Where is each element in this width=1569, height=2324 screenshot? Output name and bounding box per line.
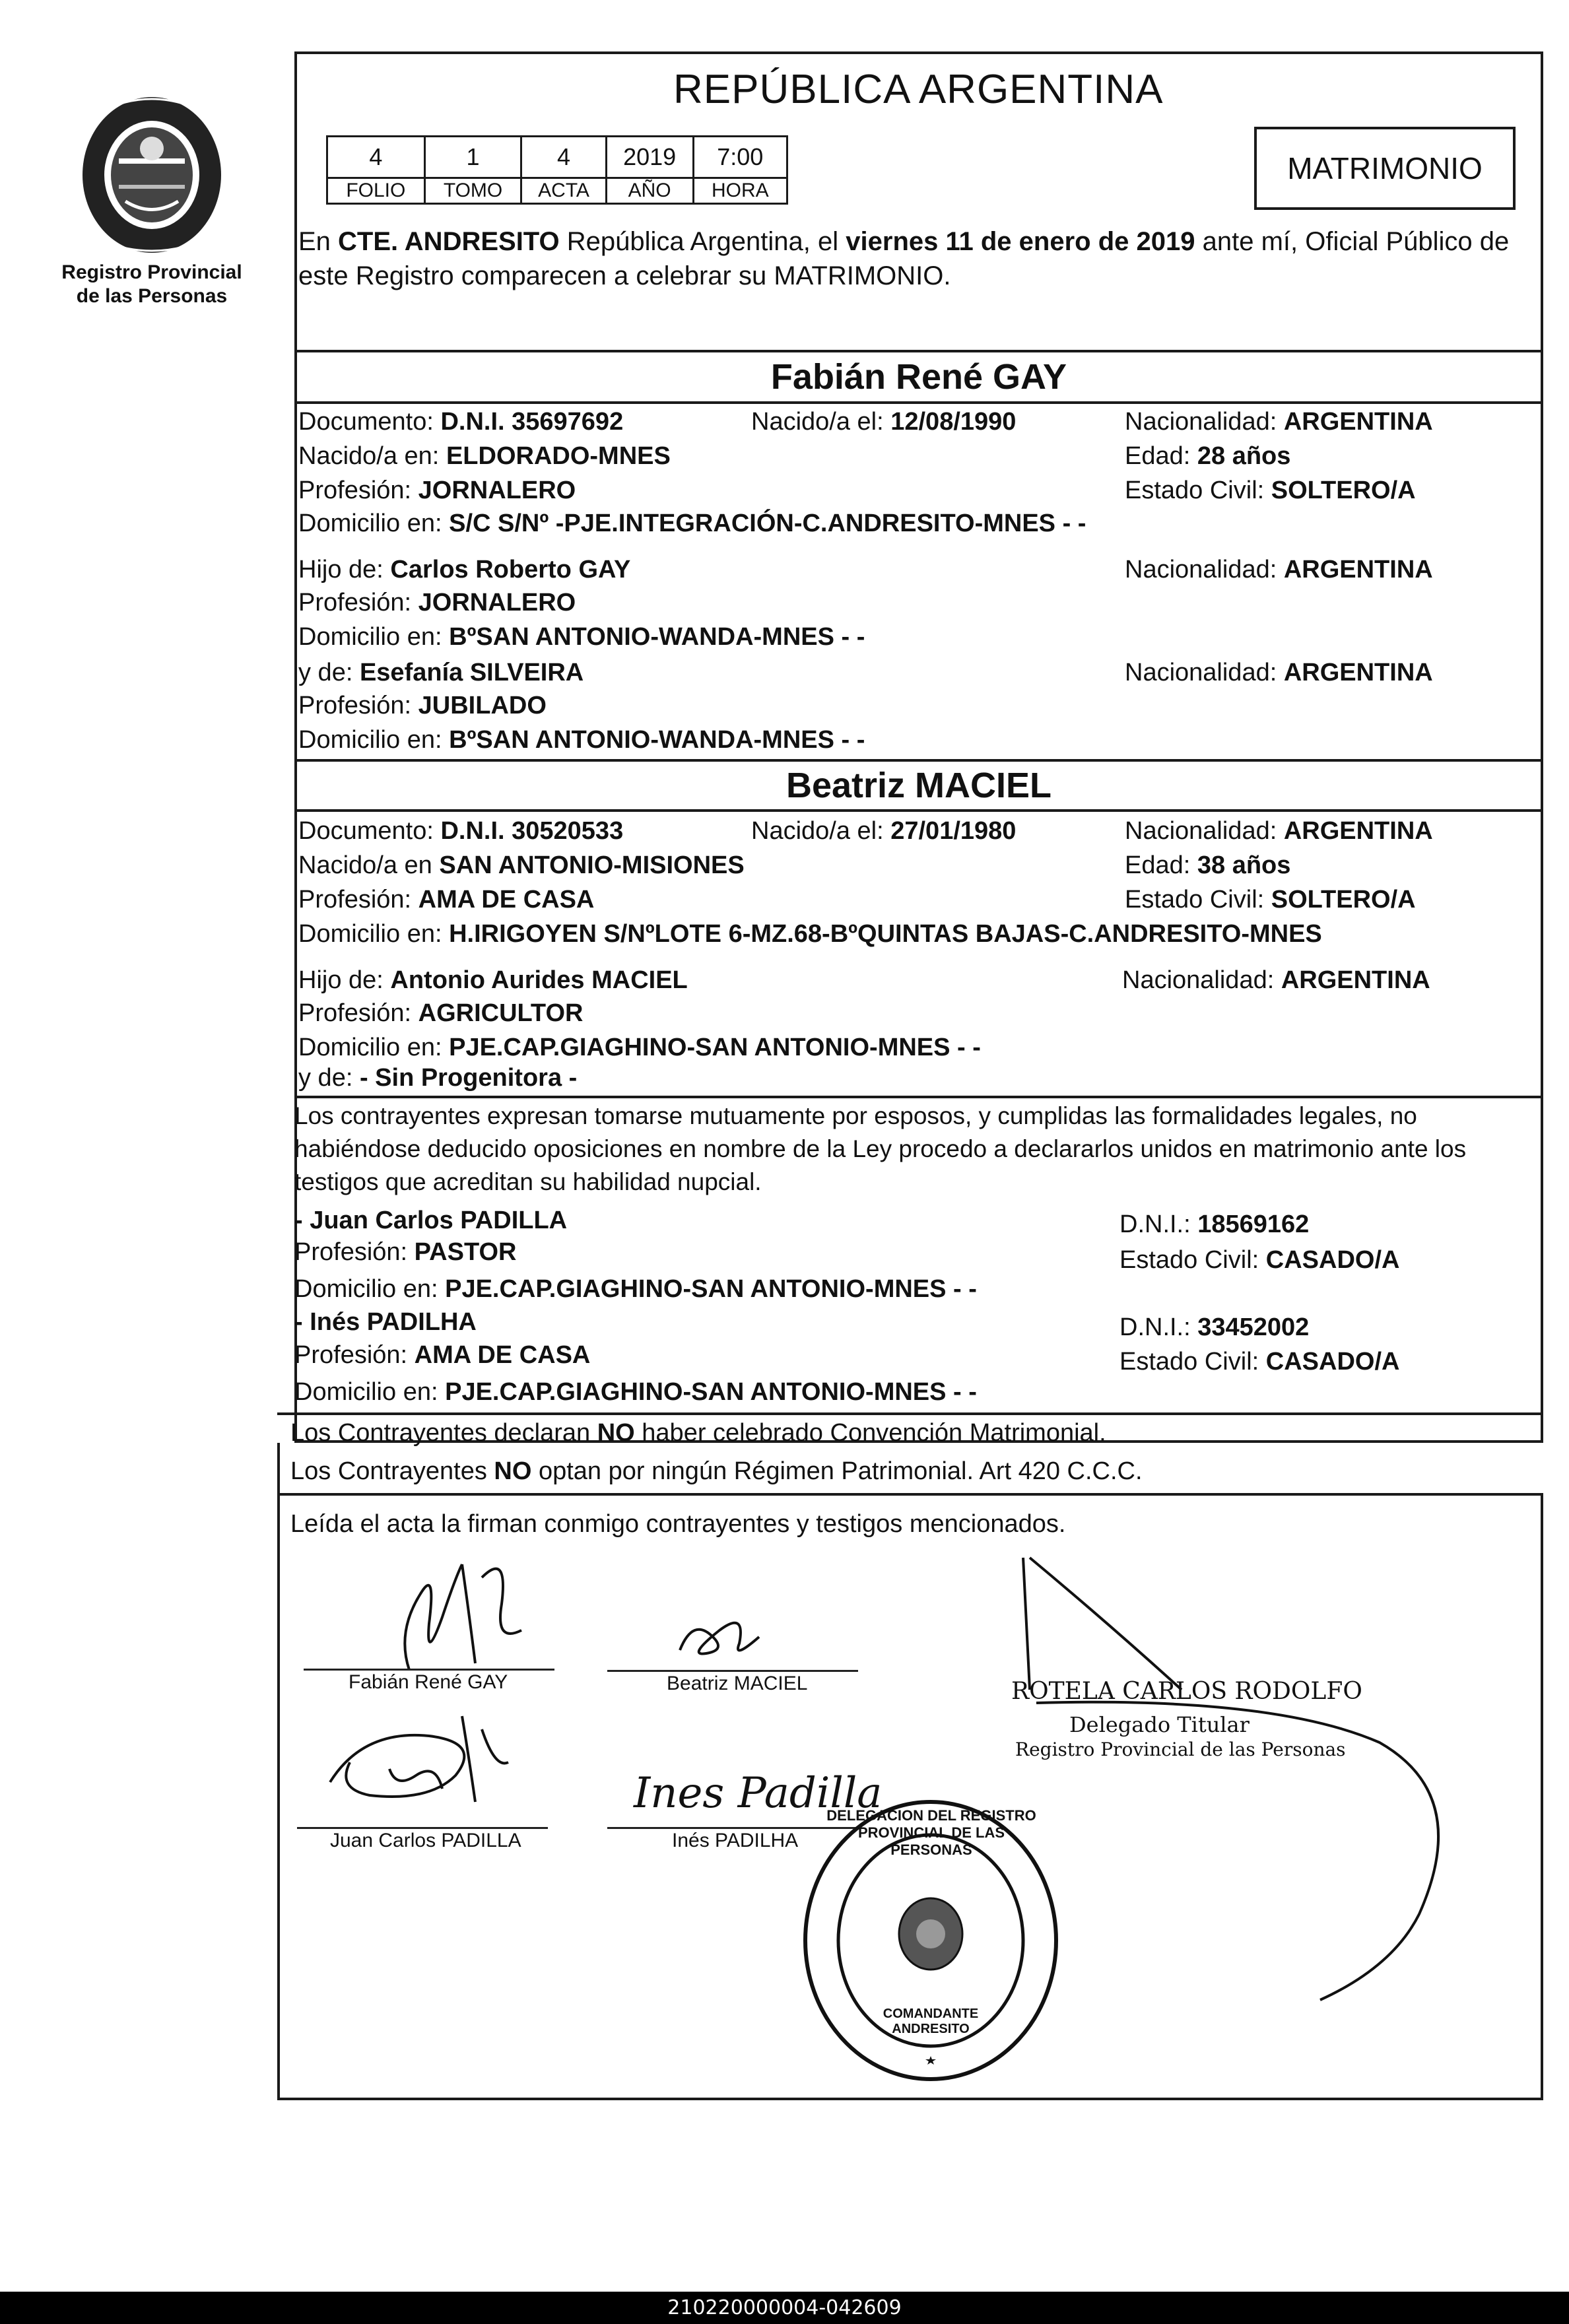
divider	[277, 1493, 1543, 1496]
spouse1-age: Edad: 28 años	[1125, 442, 1291, 470]
tomo-value: 1	[424, 137, 521, 178]
officer-name: ROTELA CARLOS RODOLFO	[1011, 1678, 1362, 1705]
signature-label-witness2: Inés PADILHA	[672, 1830, 799, 1851]
spouse1-mother-profession: Profesión: JUBILADO	[298, 692, 547, 719]
witness2-profession: Profesión: AMA DE CASA	[294, 1341, 591, 1369]
tomo-label: TOMO	[424, 178, 521, 204]
signature-line	[607, 1670, 858, 1672]
spouse1-mother-nationality: Nacionalidad: ARGENTINA	[1125, 659, 1433, 686]
spouse2-civil-status: Estado Civil: SOLTERO/A	[1125, 886, 1416, 913]
official-stamp	[799, 1795, 1063, 2086]
divider	[294, 401, 1543, 404]
spouse1-profession: Profesión: JORNALERO	[298, 477, 576, 504]
spouse2-father-nationality: Nacionalidad: ARGENTINA	[1122, 966, 1430, 994]
intro-date: viernes 11 de enero de 2019	[846, 227, 1195, 256]
witness1-address: Domicilio en: PJE.CAP.GIAGHINO-SAN ANTONIO-MNES - -	[294, 1275, 977, 1303]
note-regime: Los Contrayentes NO optan por ningún Régimen Patrimonial. Art 420 C.C.C.	[290, 1457, 1143, 1485]
stamp-inner-text: COMANDANTE ANDRESITO	[883, 2007, 979, 2036]
signature-line	[304, 1669, 554, 1671]
spouse2-profession: Profesión: AMA DE CASA	[298, 886, 595, 913]
intro-part-3: ante mí, Oficial Público de este Registro comparecen a celebrar su MATRIMONIO.	[298, 227, 1510, 290]
declaration-text: Los contrayentes expresan tomarse mutuamente por esposos, y cumplidas las formalidades legales, no habiéndose deducido oposiciones en nombre de la Ley procedo a declararlos unidos en matrimonio ante los testigos que acreditan su habilidad nupcial.	[294, 1102, 1467, 1195]
province-seal-logo	[73, 86, 231, 257]
signature-line	[297, 1827, 548, 1829]
divider	[277, 1412, 1543, 1415]
intro-part-2: República Argentina, el	[559, 227, 846, 256]
spouse2-address: Domicilio en: H.IRIGOYEN S/NºLOTE 6-MZ.68-BºQUINTAS BAJAS-C.ANDRESITO-MNES	[298, 920, 1322, 948]
act-type-box	[1254, 127, 1516, 210]
officer-title: Delegado Titular	[1069, 1712, 1250, 1737]
witness2-address: Domicilio en: PJE.CAP.GIAGHINO-SAN ANTONIO-MNES - -	[294, 1378, 977, 1406]
spouse1-mother: y de: Esefanía SILVEIRA	[298, 659, 584, 686]
stamp-outer-text: DELEGACION DEL REGISTRO PROVINCIAL DE LAS PERSONAS	[826, 1807, 1036, 1858]
year-value: 2019	[606, 137, 693, 178]
officer-signature-stroke	[1010, 1544, 1472, 2046]
seal-emblem-icon	[73, 86, 231, 257]
year-label: AÑO	[606, 178, 693, 204]
closing-text: Leída el acta la firman conmigo contrayentes y testigos mencionados.	[290, 1510, 1066, 1538]
signature-4-script: Ines Padilla	[634, 1769, 883, 1818]
divider	[294, 809, 1543, 812]
hour-value: 7:00	[693, 137, 787, 178]
hour-label: HORA	[693, 178, 787, 204]
spouse2-nationality: Nacionalidad: ARGENTINA	[1125, 817, 1433, 845]
witness2-civil-status: Estado Civil: CASADO/A	[1119, 1348, 1400, 1376]
signature-label-spouse2: Beatriz MACIEL	[667, 1673, 808, 1694]
spouse1-doc: Documento: D.N.I. 35697692	[298, 408, 624, 436]
witness1-civil-status: Estado Civil: CASADO/A	[1119, 1246, 1400, 1274]
witness1-dni: D.N.I.: 18569162	[1119, 1211, 1310, 1238]
witness1-profession: Profesión: PASTOR	[294, 1238, 517, 1266]
page-title: REPÚBLICA ARGENTINA	[673, 67, 1164, 112]
spouse1-address: Domicilio en: S/C S/Nº -PJE.INTEGRACIÓN-C.ANDRESITO-MNES - -	[298, 510, 1086, 537]
intro-part-1: En	[298, 227, 339, 256]
frame-left-lower	[277, 1443, 280, 1496]
intro-text	[298, 224, 1539, 293]
signature-1-scribble	[370, 1551, 554, 1683]
spouse1-father-profession: Profesión: JORNALERO	[298, 589, 576, 616]
spouse1-father-nationality: Nacionalidad: ARGENTINA	[1125, 556, 1433, 583]
registry-name: Registro Provincial de las Personas	[61, 261, 242, 307]
spouse2-birthplace: Nacido/a en SAN ANTONIO-MISIONES	[298, 851, 745, 879]
record-table	[326, 135, 788, 205]
spouse2-mother: y de: - Sin Progenitora -	[298, 1064, 578, 1092]
spouse2-born: Nacido/a el: 27/01/1980	[751, 817, 1017, 845]
folio-value: 4	[327, 137, 425, 178]
spouse1-civil-status: Estado Civil: SOLTERO/A	[1125, 477, 1416, 504]
spouse1-name: Fabián René GAY	[770, 357, 1067, 397]
signature-label-spouse1: Fabián René GAY	[349, 1671, 508, 1693]
spouse1-nationality: Nacionalidad: ARGENTINA	[1125, 408, 1433, 436]
spouse1-birthplace: Nacido/a en: ELDORADO-MNES	[298, 442, 671, 470]
acta-value: 4	[521, 137, 606, 178]
spouse1-father-address: Domicilio en: BºSAN ANTONIO-WANDA-MNES - -	[298, 623, 865, 651]
spouse2-doc: Documento: D.N.I. 30520533	[298, 817, 624, 845]
acta-label: ACTA	[521, 178, 606, 204]
spouse2-name: Beatriz MACIEL	[785, 766, 1052, 805]
spouse2-father-address: Domicilio en: PJE.CAP.GIAGHINO-SAN ANTONIO-MNES - -	[298, 1034, 981, 1061]
spouse1-born: Nacido/a el: 12/08/1990	[751, 408, 1017, 436]
spouse2-father-profession: Profesión: AGRICULTOR	[298, 999, 584, 1027]
signature-label-witness1: Juan Carlos PADILLA	[330, 1830, 521, 1851]
note-convention: Los Contrayentes declaran NO haber celebrado Convención Matrimonial.	[290, 1419, 1106, 1447]
spouse2-father: Hijo de: Antonio Aurides MACIEL	[298, 966, 688, 994]
document-barcode-number: 210220000004-042609	[0, 2292, 1569, 2324]
divider	[294, 1096, 1543, 1098]
intro-place: CTE. ANDRESITO	[338, 227, 560, 256]
divider	[294, 350, 1543, 352]
signature-3-scribble	[310, 1703, 535, 1835]
spouse2-age: Edad: 38 años	[1125, 851, 1291, 879]
spouse1-father: Hijo de: Carlos Roberto GAY	[298, 556, 631, 583]
folio-label: FOLIO	[327, 178, 425, 204]
witness2-dni: D.N.I.: 33452002	[1119, 1313, 1310, 1341]
act-type-label: MATRIMONIO	[1287, 151, 1483, 185]
divider	[294, 759, 1543, 762]
witness1-name: - Juan Carlos PADILLA	[294, 1207, 568, 1234]
signature-2-scribble	[667, 1610, 785, 1663]
spouse1-mother-address: Domicilio en: BºSAN ANTONIO-WANDA-MNES - -	[298, 726, 865, 754]
officer-registry: Registro Provincial de las Personas	[1015, 1739, 1346, 1760]
witness2-name: - Inés PADILHA	[294, 1308, 477, 1336]
